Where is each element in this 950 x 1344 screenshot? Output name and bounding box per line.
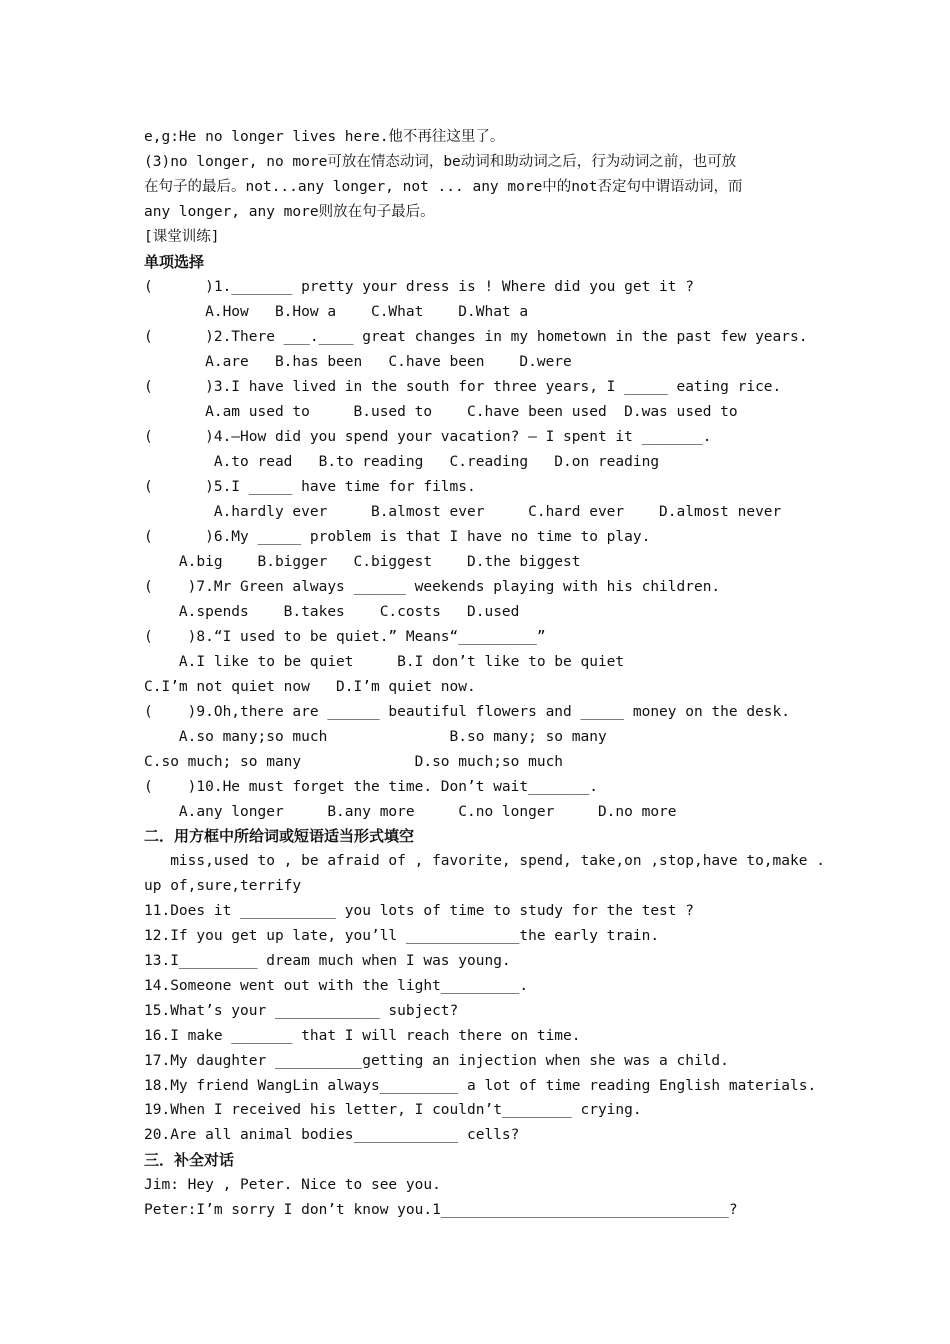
- question-2: ( )2.There ___.____ great changes in my hometown in the past few years.: [144, 329, 808, 345]
- section1-title: 单项选择: [144, 253, 205, 271]
- question-6: ( )6.My _____ problem is that I have no time to play.: [144, 529, 651, 545]
- fill-item-20: 20.Are all animal bodies____________ cells?: [144, 1127, 520, 1143]
- word-bank-line: miss,used to , be afraid of , favorite, spend, take,on ,stop,have to,make .: [144, 853, 825, 869]
- intro-example-line: e,g:He no longer lives here.他不再往这里了。: [144, 129, 505, 145]
- intro-rule-line: (3)no longer, no more可放在情态动词，be动词和助动词之后，行为动词之前，也可放: [144, 154, 737, 170]
- question-8-options: C.I’m not quiet now D.I’m quiet now.: [144, 679, 476, 695]
- dialogue-line: Jim: Hey , Peter. Nice to see you.: [144, 1177, 441, 1193]
- practice-title: [课堂训练]: [144, 229, 220, 245]
- question-5: ( )5.I _____ have time for films.: [144, 479, 476, 495]
- question-1-options: A.How B.How a C.What D.What a: [144, 304, 529, 320]
- intro-rule-line: 在句子的最后。not...any longer, not ... any more中的not否定句中谓语动词，而: [144, 179, 743, 195]
- question-8-options: A.I like to be quiet B.I don’t like to be quiet: [144, 654, 625, 670]
- question-5-options: A.hardly ever B.almost ever C.hard ever D.almost never: [144, 504, 782, 520]
- fill-item-13: 13.I_________ dream much when I was young.: [144, 953, 511, 969]
- section2-title: 二．用方框中所给词或短语适当形式填空: [144, 827, 415, 845]
- question-4-options: A.to read B.to reading C.reading D.on reading: [144, 454, 660, 470]
- question-3-options: A.am used to B.used to C.have been used D.was used to: [144, 404, 738, 420]
- question-10-options: A.any longer B.any more C.no longer D.no more: [144, 804, 677, 820]
- question-9-options: C.so much; so many D.so much;so much: [144, 754, 564, 770]
- question-2-options: A.are B.has been C.have been D.were: [144, 354, 572, 370]
- fill-item-16: 16.I make _______ that I will reach there on time.: [144, 1028, 581, 1044]
- fill-item-19: 19.When I received his letter, I couldn’t________ crying.: [144, 1102, 642, 1118]
- fill-item-17: 17.My daughter __________getting an injection when she was a child.: [144, 1053, 729, 1069]
- fill-item-12: 12.If you get up late, you’ll _____________the early train.: [144, 928, 660, 944]
- question-9: ( )9.Oh,there are ______ beautiful flowers and _____ money on the desk.: [144, 704, 791, 720]
- question-4: ( )4.—How did you spend your vacation? – I spent it _______.: [144, 429, 712, 445]
- question-3: ( )3.I have lived in the south for three years, I _____ eating rice.: [144, 379, 782, 395]
- question-6-options: A.big B.bigger C.biggest D.the biggest: [144, 554, 581, 570]
- dialogue-line: Peter:I’m sorry I don’t know you.1_________________________________?: [144, 1202, 738, 1218]
- question-1: ( )1._______ pretty your dress is ! Where did you get it ?: [144, 279, 694, 295]
- section3-title: 三．补全对话: [144, 1151, 235, 1169]
- fill-item-14: 14.Someone went out with the light_________.: [144, 978, 529, 994]
- question-7: ( )7.Mr Green always ______ weekends playing with his children.: [144, 579, 721, 595]
- fill-item-18: 18.My friend WangLin always_________ a lot of time reading English materials.: [144, 1078, 817, 1094]
- question-10: ( )10.He must forget the time. Don’t wait_______.: [144, 779, 598, 795]
- question-8: ( )8.“I used to be quiet.” Means“_________”: [144, 629, 546, 645]
- intro-rule-line: any longer, any more则放在句子最后。: [144, 204, 435, 220]
- fill-item-15: 15.What’s your ____________ subject?: [144, 1003, 459, 1019]
- question-9-options: A.so many;so much B.so many; so many: [144, 729, 607, 745]
- question-7-options: A.spends B.takes C.costs D.used: [144, 604, 520, 620]
- word-bank-line: up of,sure,terrify: [144, 878, 302, 894]
- fill-item-11: 11.Does it ___________ you lots of time to study for the test ?: [144, 903, 694, 919]
